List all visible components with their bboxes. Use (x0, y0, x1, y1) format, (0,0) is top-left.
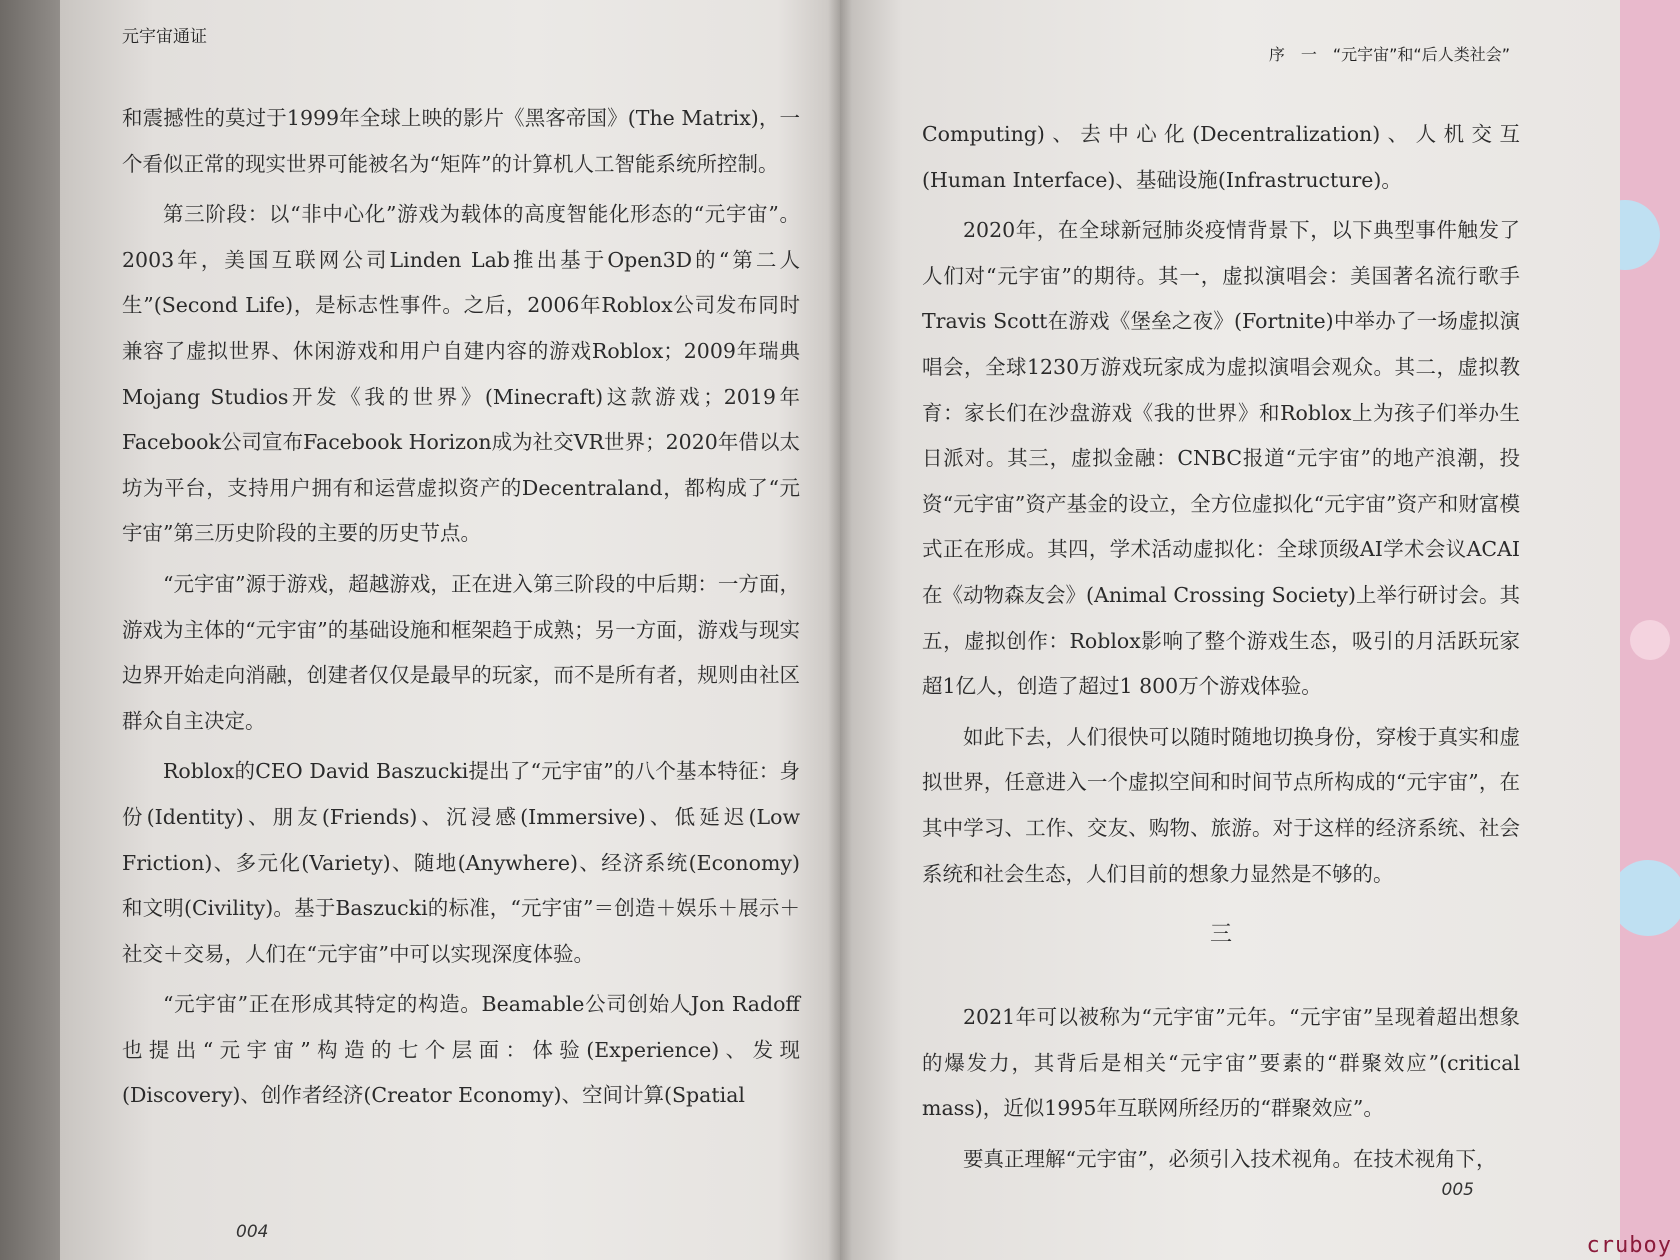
left-running-head: 元宇宙通证 (122, 27, 207, 47)
left-paragraph: Roblox的CEO David Baszucki提出了“元宇宙”的八个基本特征：身份(Identity)、朋友(Friends)、沉浸感(Immersive)、低延迟(Low Friction)、多元化(Variety)、随地(Anywhere)、经济系统(Economy)和文明(Civility)。基于Baszucki的标准，“元宇宙”＝创造＋娱乐＋展示＋社交＋交易，人们在“元宇宙”中可以实现深度体验。 (122, 759, 800, 966)
section-number: 三 (1209, 922, 1232, 948)
left-page (60, 0, 840, 1260)
fabric-dot (1610, 860, 1680, 936)
left-paragraph: “元宇宙”源于游戏，超越游戏，正在进入第三阶段的中后期：一方面，游戏为主体的“元宇宙”的基础设施和框架趋于成熟；另一方面，游戏与现实边界开始走向消融，创建者仅仅是最早的玩家，而不是所有者，规则由社区群众自主决定。 (122, 571, 800, 733)
right-paragraph: 2021年可以被称为“元宇宙”元年。“元宇宙”呈现着超出想象的爆发力，其背后是相关“元宇宙”要素的“群聚效应”(critical mass)，近似1995年互联网所经历的“群聚效应”。 (922, 1005, 1520, 1121)
right-paragraph: 2020年，在全球新冠肺炎疫情背景下，以下典型事件触发了人们对“元宇宙”的期待。其一，虚拟演唱会：美国著名流行歌手Travis Scott在游戏《堡垒之夜》(Fortnite)中举办了一场虚拟演唱会，全球1230万游戏玩家成为虚拟演唱会观众。其二，虚拟教育：家长们在沙盘游戏《我的世界》和Roblox上为孩子们举办生日派对。其三，虚拟金融：CNBC报道“元宇宙”的地产浪潮，投资“元宇宙”资产基金的设立，全方位虚拟化“元宇宙”资产和财富模式正在形成。其四，学术活动虚拟化：全球顶级AI学术会议ACAI在《动物森友会》(Animal Crossing Society)上举行研讨会。其五，虚拟创作：Roblox影响了整个游戏生态，吸引的月活跃玩家超1亿人，创造了超过1 800万个游戏体验。 (922, 218, 1520, 699)
right-page (840, 0, 1620, 1260)
right-paragraph: Computing)、去中心化(Decentralization)、人机交互(Human Interface)、基础设施(Infrastructure)。 (922, 122, 1520, 192)
left-paragraph: 和震撼性的莫过于1999年全球上映的影片《黑客帝国》(The Matrix)，一个看似正常的现实世界可能被名为“矩阵”的计算机人工智能系统所控制。 (122, 106, 800, 176)
left-paragraph: 第三阶段：以“非中心化”游戏为载体的高度智能化形态的“元宇宙”。2003年，美国互联网公司Linden Lab推出基于Open3D的“第二人生”(Second Life)，是标志性事件。之后，2006年Roblox公司发布同时兼容了虚拟世界、休闲游戏和用户自建内容的游戏Roblox；2009年瑞典Mojang Studios开发《我的世界》(Minecraft)这款游戏；2019年Facebook公司宣布Facebook Horizon成为社交VR世界；2020年借以太坊为平台，支持用户拥有和运营虚拟资产的Decentraland，都构成了“元宇宙”第三历史阶段的主要的历史节点。 (122, 202, 800, 546)
right-page-number: 005 (1441, 1180, 1474, 1200)
book-gutter-shadow (828, 0, 852, 1260)
fabric-dot (1630, 620, 1670, 660)
right-paragraph: 要真正理解“元宇宙”，必须引入技术视角。在技术视角下， (963, 1146, 1497, 1171)
left-paragraph: “元宇宙”正在形成其特定的构造。Beamable公司创始人Jon Radoff也提出“元宇宙”构造的七个层面：体验(Experience)、发现(Discovery)、创作者经济(Creator Economy)、空间计算(Spatial (122, 992, 800, 1108)
right-running-head: 序 一 “元宇宙”和“后人类社会” (1268, 45, 1510, 64)
watermark: cruboy (1586, 1233, 1672, 1258)
right-paragraph: 如此下去，人们很快可以随时随地切换身份，穿梭于真实和虚拟世界，任意进入一个虚拟空间和时间节点所构成的“元宇宙”，在其中学习、工作、交友、购物、旅游。对于这样的经济系统、社会系统和社会生态，人们目前的想象力显然是不够的。 (922, 724, 1520, 886)
left-page-number: 004 (236, 1222, 269, 1242)
